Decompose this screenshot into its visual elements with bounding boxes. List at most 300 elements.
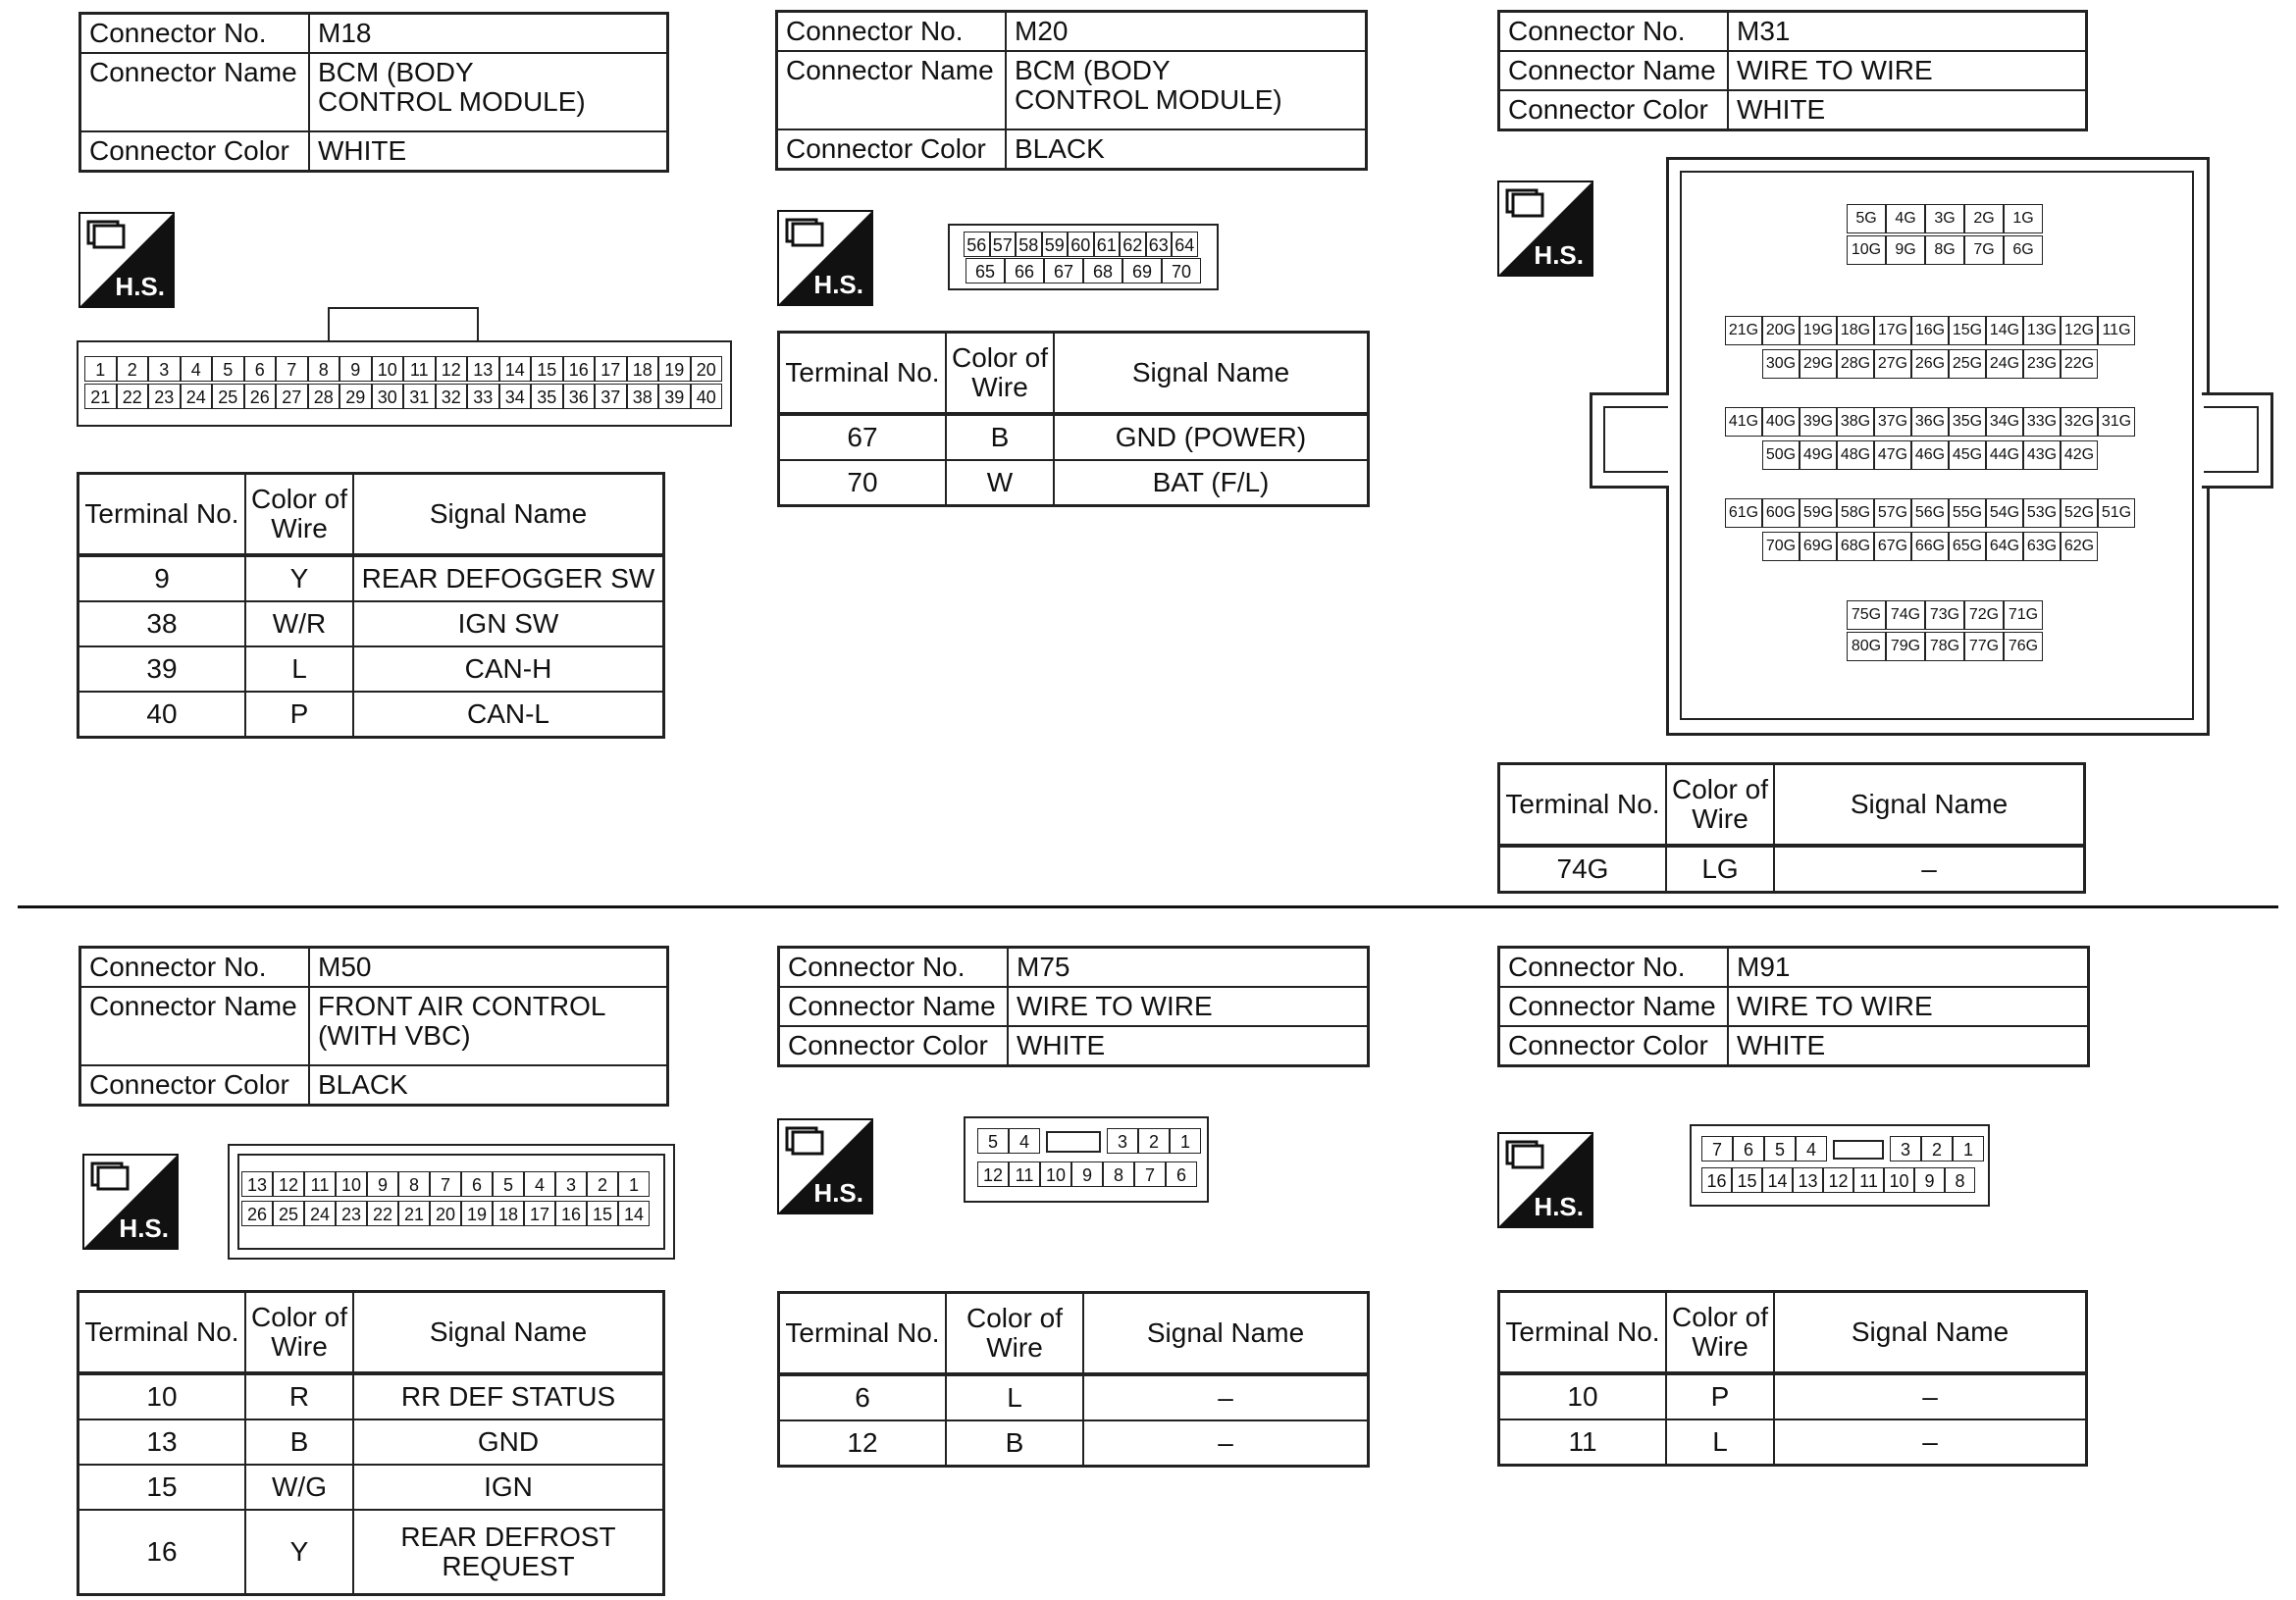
connector-pin: 13 xyxy=(241,1171,273,1197)
connector-pin: 38G xyxy=(1837,407,1874,437)
hs-label: H.S. xyxy=(115,272,165,301)
connector-pin: 19G xyxy=(1800,316,1837,345)
signal-cell: REAR DEFROST REQUEST xyxy=(353,1510,664,1595)
connector-pin: 1 xyxy=(84,356,117,382)
connector-info-table xyxy=(1497,10,2088,131)
connector-pin: 9 xyxy=(367,1171,398,1197)
connector-pin: 1G xyxy=(2004,204,2043,233)
connector-pin: 6 xyxy=(1166,1161,1197,1187)
connector-pin: 2G xyxy=(1964,204,2004,233)
color-of-wire-header: Color of Wire xyxy=(946,333,1054,415)
connector-pin: 63 xyxy=(1146,232,1173,257)
connector-pin: 16G xyxy=(1911,316,1949,345)
connector-color-value: WHITE xyxy=(1728,90,2087,130)
connector-m50-panel xyxy=(78,946,669,1107)
connector-latch xyxy=(1046,1131,1101,1153)
connector-pin: 18 xyxy=(627,356,659,382)
connector-pin: 80G xyxy=(1847,632,1886,661)
terminal-cell: 9 xyxy=(78,555,246,601)
terminal-cell: 6 xyxy=(779,1374,947,1420)
connector-color-label: Connector Color xyxy=(1499,90,1729,130)
connector-pin: 8 xyxy=(308,356,340,382)
connector-pin: 4G xyxy=(1886,204,1925,233)
connector-pin: 3 xyxy=(1890,1136,1921,1161)
wire-cell: LG xyxy=(1666,846,1774,893)
connector-color-value: BLACK xyxy=(309,1065,668,1106)
hs-label: H.S. xyxy=(119,1213,169,1243)
signal-table-m50 xyxy=(77,1290,665,1596)
connector-pin: 11G xyxy=(2098,316,2135,345)
connector-pin: 37G xyxy=(1874,407,1911,437)
connector-pin: 13 xyxy=(467,356,499,382)
connector-pin: 2 xyxy=(587,1171,618,1197)
color-of-wire-header: Color of Wire xyxy=(1666,1292,1774,1374)
harness-side-icon xyxy=(82,1154,179,1250)
terminal-cell: 74G xyxy=(1499,846,1667,893)
connector-pin: 27G xyxy=(1874,349,1911,379)
connector-pin: 64 xyxy=(1172,232,1198,257)
connector-no-label: Connector No. xyxy=(80,948,310,988)
connector-m18-face xyxy=(77,340,732,427)
connector-pin: 31 xyxy=(403,384,436,409)
connector-name-value: WIRE TO WIRE xyxy=(1728,51,2087,90)
connector-m75-panel xyxy=(777,946,1370,1067)
connector-name-label: Connector Name xyxy=(779,987,1009,1026)
connector-pin: 5 xyxy=(212,356,244,382)
harness-side-icon xyxy=(777,1118,873,1214)
connector-pin: 6 xyxy=(244,356,277,382)
connector-m31-face xyxy=(1590,157,2274,734)
connector-pin: 43G xyxy=(2023,440,2061,470)
connector-pin: 41G xyxy=(1725,407,1762,437)
connector-pin: 66 xyxy=(1005,258,1044,284)
connector-m20-panel xyxy=(775,10,1368,171)
wire-cell: Y xyxy=(245,555,353,601)
signal-name-header: Signal Name xyxy=(1083,1293,1369,1375)
hs-label: H.S. xyxy=(1534,1192,1584,1221)
connector-pin: 21 xyxy=(398,1201,430,1226)
connector-pin: 10 xyxy=(1040,1161,1071,1187)
connector-pin: 73G xyxy=(1925,600,1964,630)
connector-pin: 69G xyxy=(1800,532,1837,561)
signal-cell: CAN-L xyxy=(353,692,664,738)
connector-color-value: WHITE xyxy=(309,131,668,172)
connector-pin: 4 xyxy=(181,356,213,382)
connector-name-label: Connector Name xyxy=(80,987,310,1065)
terminal-cell: 11 xyxy=(1499,1419,1667,1466)
signal-name-header: Signal Name xyxy=(353,474,664,556)
wire-cell: P xyxy=(245,692,353,738)
terminal-no-header: Terminal No. xyxy=(78,1292,246,1374)
connector-pin: 39 xyxy=(658,384,691,409)
table-row xyxy=(78,601,664,646)
signal-table-m18 xyxy=(77,472,665,739)
connector-pin: 12 xyxy=(436,356,468,382)
connector-pin: 59G xyxy=(1800,498,1837,528)
table-row xyxy=(779,1420,1369,1467)
connector-m31-panel xyxy=(1497,10,2088,131)
connector-no-label: Connector No. xyxy=(777,12,1007,52)
connector-pin: 3 xyxy=(555,1171,587,1197)
connector-pin: 66G xyxy=(1911,532,1949,561)
connector-pin: 42G xyxy=(2061,440,2098,470)
connector-pin: 67 xyxy=(1044,258,1083,284)
connector-pin: 1 xyxy=(618,1171,650,1197)
color-of-wire-header: Color of Wire xyxy=(946,1293,1083,1375)
color-of-wire-header: Color of Wire xyxy=(245,1292,353,1374)
connector-pin: 23 xyxy=(336,1201,367,1226)
signal-cell: REAR DEFOGGER SW xyxy=(353,555,664,601)
connector-no-value: M31 xyxy=(1728,12,2087,52)
terminal-cell: 38 xyxy=(78,601,246,646)
connector-pin: 6G xyxy=(2004,235,2043,265)
terminal-no-header: Terminal No. xyxy=(1499,1292,1667,1374)
connector-pin: 58G xyxy=(1837,498,1874,528)
connector-color-label: Connector Color xyxy=(80,1065,310,1106)
connector-pin: 28G xyxy=(1837,349,1874,379)
connector-pin: 8G xyxy=(1925,235,1964,265)
signal-cell: IGN xyxy=(353,1465,664,1510)
connector-pin: 30 xyxy=(372,384,404,409)
connector-info-table xyxy=(777,946,1370,1067)
connector-pin: 9 xyxy=(1914,1167,1945,1193)
connector-pin: 18G xyxy=(1837,316,1874,345)
connector-pin: 3G xyxy=(1925,204,1964,233)
connector-pin: 55G xyxy=(1949,498,1986,528)
connector-pin: 57 xyxy=(990,232,1017,257)
signal-table-m31 xyxy=(1497,762,2086,894)
connector-pin: 12 xyxy=(1823,1167,1853,1193)
connector-pin: 27 xyxy=(276,384,308,409)
connector-pin: 17G xyxy=(1874,316,1911,345)
connector-pin: 49G xyxy=(1800,440,1837,470)
table-row xyxy=(78,692,664,738)
connector-pin: 4 xyxy=(1796,1136,1827,1161)
connector-pin: 37 xyxy=(595,384,627,409)
signal-name-header: Signal Name xyxy=(353,1292,664,1374)
table-row xyxy=(1499,1373,2087,1419)
table-row xyxy=(779,1374,1369,1420)
connector-pin: 15 xyxy=(1732,1167,1762,1193)
connector-pin: 5 xyxy=(493,1171,524,1197)
connector-pin: 59 xyxy=(1042,232,1069,257)
connector-pin: 18 xyxy=(493,1201,524,1226)
connector-pin: 23G xyxy=(2023,349,2061,379)
table-row xyxy=(78,555,664,601)
connector-pin: 35 xyxy=(531,384,563,409)
connector-name-label: Connector Name xyxy=(80,53,310,131)
connector-pin: 30G xyxy=(1762,349,1800,379)
terminal-cell: 70 xyxy=(779,460,947,506)
connector-pin: 28 xyxy=(308,384,340,409)
connector-pin: 44G xyxy=(1986,440,2023,470)
connector-pin: 77G xyxy=(1964,632,2004,661)
connector-pin: 11 xyxy=(304,1171,336,1197)
connector-pin: 67G xyxy=(1874,532,1911,561)
table-row xyxy=(78,1373,664,1419)
terminal-no-header: Terminal No. xyxy=(779,1293,947,1375)
harness-side-icon xyxy=(777,210,873,306)
connector-pin: 26 xyxy=(244,384,277,409)
terminal-cell: 40 xyxy=(78,692,246,738)
connector-pin: 7 xyxy=(430,1171,461,1197)
connector-pin: 14 xyxy=(1762,1167,1793,1193)
connector-pin: 51G xyxy=(2098,498,2135,528)
table-row xyxy=(78,646,664,692)
connector-pin: 40G xyxy=(1762,407,1800,437)
connector-pin: 5 xyxy=(1764,1136,1796,1161)
connector-pin: 2 xyxy=(1921,1136,1953,1161)
connector-info-table xyxy=(78,946,669,1107)
connector-pin: 61G xyxy=(1725,498,1762,528)
connector-pin: 20 xyxy=(691,356,723,382)
harness-side-icon xyxy=(1497,1132,1593,1228)
wire-cell: L xyxy=(946,1374,1083,1420)
connector-m91-panel xyxy=(1497,946,2090,1067)
connector-pin: 13G xyxy=(2023,316,2061,345)
connector-pin: 24G xyxy=(1986,349,2023,379)
connector-pin: 14G xyxy=(1986,316,2023,345)
connector-m18-panel xyxy=(78,12,669,173)
connector-pin: 20G xyxy=(1762,316,1800,345)
connector-pin: 48G xyxy=(1837,440,1874,470)
connector-no-value: M20 xyxy=(1006,12,1367,52)
connector-m50-face xyxy=(228,1144,675,1260)
connector-pin: 32 xyxy=(436,384,468,409)
signal-cell: – xyxy=(1774,1373,2087,1419)
connector-pin: 7 xyxy=(1701,1136,1733,1161)
connector-pin: 11 xyxy=(1853,1167,1884,1193)
connector-pin: 6 xyxy=(461,1171,493,1197)
table-row xyxy=(779,460,1369,506)
connector-no-value: M75 xyxy=(1008,948,1369,988)
signal-cell: GND (POWER) xyxy=(1054,414,1369,460)
signal-cell: BAT (F/L) xyxy=(1054,460,1369,506)
connector-pin: 14 xyxy=(618,1201,650,1226)
color-of-wire-header: Color of Wire xyxy=(245,474,353,556)
connector-pin: 8 xyxy=(398,1171,430,1197)
wire-cell: B xyxy=(245,1419,353,1465)
connector-pin: 8 xyxy=(1945,1167,1975,1193)
terminal-no-header: Terminal No. xyxy=(779,333,947,415)
connector-pin: 29 xyxy=(339,384,372,409)
table-row xyxy=(78,1510,664,1595)
terminal-cell: 10 xyxy=(78,1373,246,1419)
section-divider xyxy=(18,905,2278,908)
connector-info-table xyxy=(1497,946,2090,1067)
connector-pin: 38 xyxy=(627,384,659,409)
connector-pin: 20 xyxy=(430,1201,461,1226)
connector-name-value: WIRE TO WIRE xyxy=(1728,987,2089,1026)
terminal-cell: 16 xyxy=(78,1510,246,1595)
connector-pin: 10 xyxy=(1884,1167,1914,1193)
harness-side-icon xyxy=(78,212,175,308)
connector-pin: 22 xyxy=(367,1201,398,1226)
connector-pin: 56 xyxy=(964,232,990,257)
connector-pin: 26G xyxy=(1911,349,1949,379)
table-row xyxy=(779,414,1369,460)
connector-pin: 10 xyxy=(372,356,404,382)
connector-no-value: M18 xyxy=(309,14,668,54)
connector-name-value: BCM (BODY CONTROL MODULE) xyxy=(309,53,668,131)
connector-pin: 68 xyxy=(1083,258,1122,284)
connector-pin: 60G xyxy=(1762,498,1800,528)
connector-pin: 31G xyxy=(2098,407,2135,437)
connector-pin: 6 xyxy=(1733,1136,1764,1161)
connector-latch xyxy=(1833,1140,1884,1160)
connector-name-value: FRONT AIR CONTROL (WITH VBC) xyxy=(309,987,668,1065)
connector-pin: 60 xyxy=(1068,232,1094,257)
connector-pin: 58 xyxy=(1016,232,1042,257)
connector-pin: 19 xyxy=(461,1201,493,1226)
wire-cell: P xyxy=(1666,1373,1774,1419)
wire-cell: Y xyxy=(245,1510,353,1595)
connector-pin: 5 xyxy=(977,1128,1009,1154)
signal-table-m75 xyxy=(777,1291,1370,1468)
connector-pin: 63G xyxy=(2023,532,2061,561)
terminal-cell: 10 xyxy=(1499,1373,1667,1419)
connector-pin: 12 xyxy=(977,1161,1009,1187)
wire-cell: W/R xyxy=(245,601,353,646)
hs-label: H.S. xyxy=(1534,240,1584,270)
connector-pin: 19 xyxy=(658,356,691,382)
connector-pin: 4 xyxy=(1009,1128,1040,1154)
connector-pin: 45G xyxy=(1949,440,1986,470)
connector-pin: 35G xyxy=(1949,407,1986,437)
connector-color-label: Connector Color xyxy=(779,1026,1009,1066)
terminal-cell: 39 xyxy=(78,646,246,692)
connector-pin: 74G xyxy=(1886,600,1925,630)
signal-cell: – xyxy=(1083,1374,1369,1420)
connector-pin: 76G xyxy=(2004,632,2043,661)
connector-color-label: Connector Color xyxy=(80,131,310,172)
harness-side-icon xyxy=(1497,181,1593,277)
connector-pin: 22G xyxy=(2061,349,2098,379)
table-row xyxy=(1499,1419,2087,1466)
connector-pin: 65 xyxy=(965,258,1005,284)
connector-pin: 70 xyxy=(1162,258,1201,284)
connector-pin: 79G xyxy=(1886,632,1925,661)
terminal-cell: 15 xyxy=(78,1465,246,1510)
connector-pin: 17 xyxy=(524,1201,555,1226)
connector-pin: 8 xyxy=(1103,1161,1134,1187)
connector-pin: 29G xyxy=(1800,349,1837,379)
connector-pin: 72G xyxy=(1964,600,2004,630)
table-row xyxy=(78,1419,664,1465)
connector-pin: 47G xyxy=(1874,440,1911,470)
connector-pin: 39G xyxy=(1800,407,1837,437)
connector-name-value: WIRE TO WIRE xyxy=(1008,987,1369,1026)
connector-pin: 4 xyxy=(524,1171,555,1197)
connector-pin: 13 xyxy=(1793,1167,1823,1193)
connector-pin: 25 xyxy=(212,384,244,409)
connector-pin: 5G xyxy=(1847,204,1886,233)
signal-cell: CAN-H xyxy=(353,646,664,692)
hs-label: H.S. xyxy=(813,270,863,299)
connector-no-label: Connector No. xyxy=(1499,12,1729,52)
connector-pin: 16 xyxy=(1701,1167,1732,1193)
connector-no-label: Connector No. xyxy=(779,948,1009,988)
connector-no-value: M50 xyxy=(309,948,668,988)
connector-pin: 34G xyxy=(1986,407,2023,437)
wire-cell: L xyxy=(1666,1419,1774,1466)
connector-pin: 32G xyxy=(2061,407,2098,437)
connector-pin: 21G xyxy=(1725,316,1762,345)
signal-name-header: Signal Name xyxy=(1774,764,2085,847)
connector-pin: 2 xyxy=(117,356,149,382)
connector-name-value: BCM (BODY CONTROL MODULE) xyxy=(1006,51,1367,129)
connector-info-table xyxy=(775,10,1368,171)
connector-pin: 22 xyxy=(117,384,149,409)
connector-pin: 25 xyxy=(273,1201,304,1226)
connector-pin: 65G xyxy=(1949,532,1986,561)
connector-m18-key xyxy=(328,307,479,344)
wire-cell: W/G xyxy=(245,1465,353,1510)
connector-color-label: Connector Color xyxy=(777,129,1007,170)
signal-cell: – xyxy=(1774,846,2085,893)
connector-pin: 25G xyxy=(1949,349,1986,379)
connector-no-value: M91 xyxy=(1728,948,2089,988)
terminal-no-header: Terminal No. xyxy=(1499,764,1667,847)
signal-cell: – xyxy=(1774,1419,2087,1466)
connector-pin: 21 xyxy=(84,384,117,409)
color-of-wire-header: Color of Wire xyxy=(1666,764,1774,847)
connector-m91-face xyxy=(1690,1124,1990,1207)
table-row xyxy=(1499,846,2085,893)
connector-pin: 14 xyxy=(499,356,532,382)
signal-cell: RR DEF STATUS xyxy=(353,1373,664,1419)
connector-pin: 2 xyxy=(1138,1128,1170,1154)
wire-cell: L xyxy=(245,646,353,692)
connector-pin: 40 xyxy=(691,384,723,409)
wire-cell: B xyxy=(946,1420,1083,1467)
connector-pin: 7G xyxy=(1964,235,2004,265)
connector-name-label: Connector Name xyxy=(1499,987,1729,1026)
connector-pin: 52G xyxy=(2061,498,2098,528)
connector-pin: 7 xyxy=(1134,1161,1166,1187)
signal-table-m91 xyxy=(1497,1290,2088,1467)
connector-m75-face xyxy=(964,1116,1209,1203)
connector-pin: 16 xyxy=(563,356,596,382)
connector-pin: 46G xyxy=(1911,440,1949,470)
connector-pin: 57G xyxy=(1874,498,1911,528)
signal-cell: IGN SW xyxy=(353,601,664,646)
signal-name-header: Signal Name xyxy=(1774,1292,2087,1374)
connector-pin: 12G xyxy=(2061,316,2098,345)
connector-pin: 64G xyxy=(1986,532,2023,561)
connector-pin: 11 xyxy=(403,356,436,382)
connector-name-label: Connector Name xyxy=(777,51,1007,129)
connector-pin: 62G xyxy=(2061,532,2098,561)
connector-info-table xyxy=(78,12,669,173)
connector-pin: 24 xyxy=(181,384,213,409)
connector-pin: 71G xyxy=(2004,600,2043,630)
signal-cell: – xyxy=(1083,1420,1369,1467)
connector-pin: 16 xyxy=(555,1201,587,1226)
connector-pin: 26 xyxy=(241,1201,273,1226)
connector-color-value: WHITE xyxy=(1728,1026,2089,1066)
connector-pin: 10 xyxy=(336,1171,367,1197)
connector-pin: 36G xyxy=(1911,407,1949,437)
connector-pin: 1 xyxy=(1953,1136,1984,1161)
connector-name-label: Connector Name xyxy=(1499,51,1729,90)
wire-cell: W xyxy=(946,460,1054,506)
connector-pin: 9G xyxy=(1886,235,1925,265)
connector-pin: 70G xyxy=(1762,532,1800,561)
signal-cell: GND xyxy=(353,1419,664,1465)
connector-pin: 15G xyxy=(1949,316,1986,345)
connector-pin: 1 xyxy=(1170,1128,1201,1154)
